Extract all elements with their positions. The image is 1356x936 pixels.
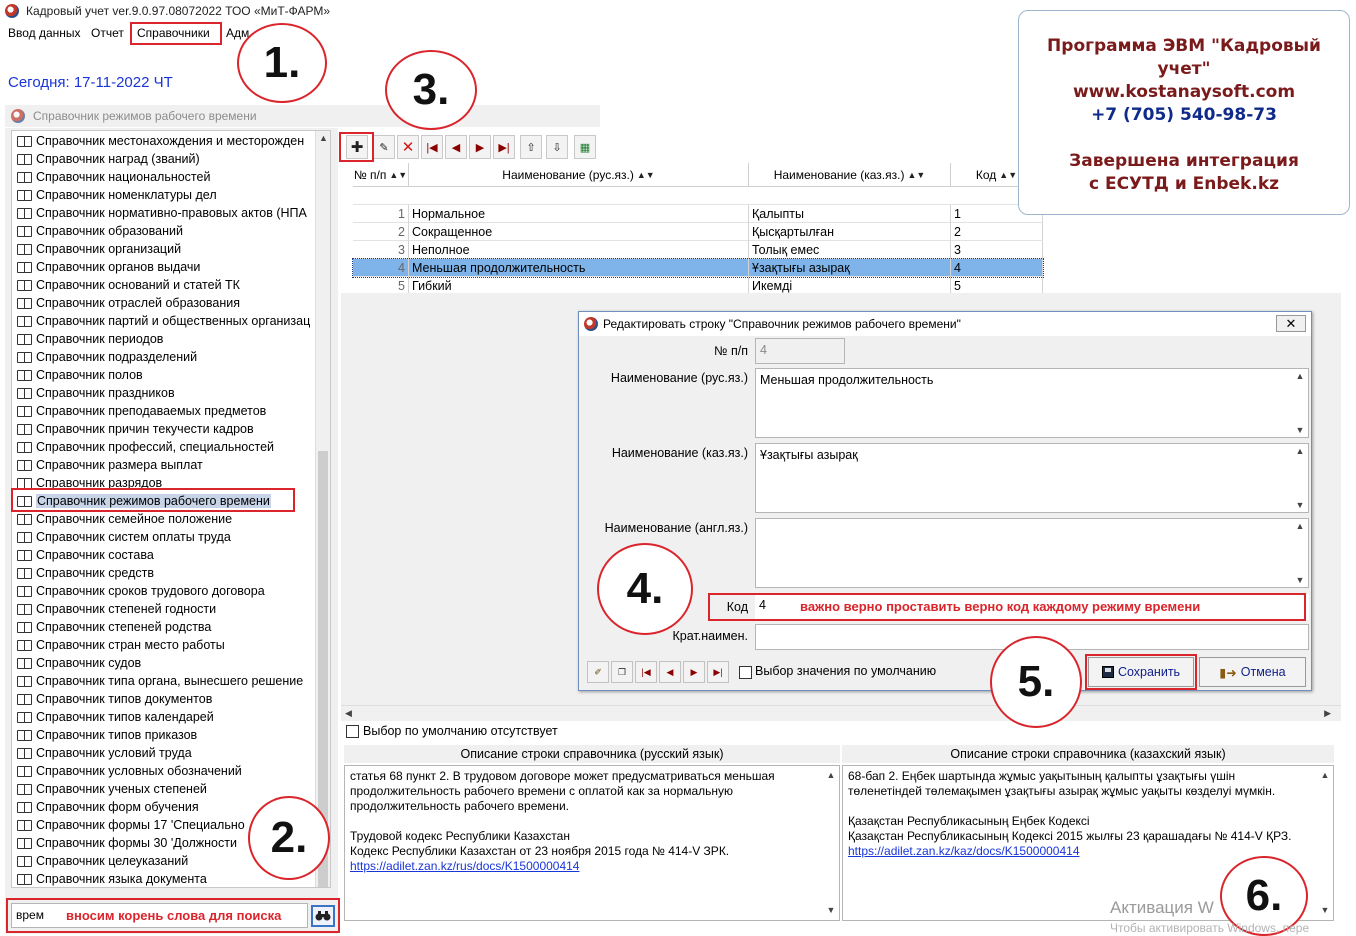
last-record-button[interactable] bbox=[493, 135, 515, 159]
cancel-button[interactable] bbox=[1199, 657, 1306, 687]
highlight-add-button bbox=[339, 132, 374, 162]
reference-list-item[interactable] bbox=[14, 564, 314, 582]
reference-list-item[interactable] bbox=[14, 582, 314, 600]
reference-list-item[interactable] bbox=[14, 600, 314, 618]
broom-icon: ✐ bbox=[594, 666, 602, 677]
book-icon bbox=[17, 460, 31, 470]
search-hint-note: вносим корень слова для поиска bbox=[66, 908, 282, 923]
reference-list-item[interactable] bbox=[14, 222, 314, 240]
col-header-name-ru[interactable] bbox=[409, 163, 749, 187]
highlight-selected-reference bbox=[11, 488, 295, 512]
cell-name-kz: Икемді bbox=[749, 277, 951, 295]
reference-list-item[interactable] bbox=[14, 168, 314, 186]
description-scrollbar[interactable]: ▲ ▼ bbox=[1320, 770, 1330, 915]
label-short-name: Крат.наимен. bbox=[672, 629, 748, 643]
reference-list-item[interactable] bbox=[14, 744, 314, 762]
book-icon bbox=[17, 676, 31, 686]
reference-list-item-label: Справочник состава bbox=[36, 548, 154, 562]
reference-list-item[interactable] bbox=[14, 384, 314, 402]
dialog-next-button[interactable] bbox=[683, 661, 705, 683]
book-icon bbox=[17, 172, 31, 182]
code-note: важно верно проставить верно код каждому режиму времени bbox=[800, 599, 1201, 614]
book-icon bbox=[17, 316, 31, 326]
reference-list-item[interactable] bbox=[14, 510, 314, 528]
book-icon bbox=[17, 280, 31, 290]
last-icon: ▶| bbox=[713, 666, 723, 677]
book-icon bbox=[17, 586, 31, 596]
reference-list-item[interactable] bbox=[14, 762, 314, 780]
excel-icon: ▦ bbox=[579, 141, 591, 154]
reference-list-item-label: Справочник оснований и статей ТК bbox=[36, 278, 240, 292]
reference-list-item[interactable] bbox=[14, 420, 314, 438]
reference-window-logo-icon bbox=[11, 109, 25, 123]
reference-list-item-label: Справочник судов bbox=[36, 656, 142, 670]
reference-list-item-label: Справочник размера выплат bbox=[36, 458, 203, 472]
first-icon: |◀ bbox=[426, 141, 438, 154]
description-line: Кодекс Республики Казахстан от 23 ноября 2015 года № 414-V ЗРК. bbox=[350, 844, 730, 858]
label-code: Код bbox=[726, 600, 748, 614]
book-icon bbox=[17, 748, 31, 758]
delete-row-button[interactable] bbox=[397, 135, 419, 159]
book-icon bbox=[17, 154, 31, 164]
cell-code: 3 bbox=[951, 241, 1043, 259]
grid-filter-row bbox=[353, 187, 1043, 205]
description-ru-header: Описание строки справочника (русский язык) bbox=[344, 745, 840, 763]
reference-list-item-label: Справочник полов bbox=[36, 368, 143, 382]
description-line: Қазақстан Республикасының Еңбек Кодексі bbox=[848, 814, 1090, 828]
reference-list-item-label: Справочник условных обозначений bbox=[36, 764, 242, 778]
reference-list-item[interactable] bbox=[14, 366, 314, 384]
dialog-title: Редактировать строку "Справочник режимов рабочего времени" bbox=[579, 312, 1311, 336]
reference-list-item-label: Справочник типов приказов bbox=[36, 728, 198, 742]
sort-icon: ▲▼ bbox=[389, 170, 408, 180]
today-label: Сегодня: 17-11-2022 ЧТ bbox=[8, 74, 173, 91]
close-icon: ✕ bbox=[1285, 315, 1297, 331]
reference-list-item[interactable] bbox=[14, 132, 314, 150]
book-icon bbox=[17, 514, 31, 524]
cell-code: 2 bbox=[951, 223, 1043, 241]
reference-list-item-label: Справочник образований bbox=[36, 224, 183, 238]
reference-list-item-label: Справочник типов документов bbox=[36, 692, 213, 706]
move-down-button[interactable] bbox=[546, 135, 568, 159]
book-icon bbox=[17, 640, 31, 650]
cell-name-kz: Қалыпты bbox=[749, 205, 951, 223]
col-header-name-kz[interactable] bbox=[749, 163, 951, 187]
book-icon bbox=[17, 802, 31, 812]
grid-horizontal-scrollbar[interactable] bbox=[341, 705, 1341, 721]
dialog-default-checkbox[interactable] bbox=[739, 666, 752, 679]
edit-row-button[interactable] bbox=[373, 135, 395, 159]
exit-door-icon: ▮➜ bbox=[1219, 665, 1237, 680]
reference-list-item-label: Справочник условий труда bbox=[36, 746, 192, 760]
col-header-code-label: Код bbox=[975, 168, 997, 182]
reference-list-item-label: Справочник средств bbox=[36, 566, 155, 580]
scroll-up-icon[interactable]: ▲ bbox=[319, 133, 328, 143]
menu-data-entry[interactable]: Ввод данных bbox=[8, 26, 81, 40]
step-2-marker: 2. bbox=[248, 796, 330, 880]
reference-list-item-label: Справочник формы 30 'Должности bbox=[36, 836, 237, 850]
prev-icon: ◀ bbox=[451, 141, 461, 154]
cell-name-ru: Меньшая продолжительность bbox=[409, 259, 749, 277]
reference-list-item-label: Справочник режимов рабочего времени bbox=[37, 494, 270, 508]
cell-name-ru: Сокращенное bbox=[409, 223, 749, 241]
promo-integration: Завершена интеграция bbox=[1069, 151, 1299, 171]
reference-list-item[interactable] bbox=[14, 312, 314, 330]
description-scrollbar[interactable]: ▲ ▼ bbox=[826, 770, 836, 915]
description-line: статья 68 пункт 2. В трудовом договоре может предусматриваться меньшая bbox=[350, 769, 775, 783]
table-row[interactable] bbox=[353, 205, 1043, 223]
reference-list-item-label: Справочник систем оплаты труда bbox=[36, 530, 231, 544]
reference-list-item[interactable] bbox=[14, 618, 314, 636]
dialog-last-button[interactable] bbox=[707, 661, 729, 683]
book-icon bbox=[17, 388, 31, 398]
reference-list-item-label: Справочник языка документа bbox=[36, 872, 207, 886]
promo-phone: +7 (705) 540-98-73 bbox=[1091, 105, 1277, 125]
field-name-kz[interactable] bbox=[755, 443, 1309, 513]
next-record-button[interactable] bbox=[469, 135, 491, 159]
promo-integration-targets: с ЕСУТД и Enbek.kz bbox=[1088, 174, 1280, 194]
dialog-copy-button[interactable] bbox=[611, 661, 633, 683]
sort-icon: ▲▼ bbox=[636, 170, 655, 180]
book-icon bbox=[17, 874, 31, 884]
book-icon bbox=[17, 298, 31, 308]
book-icon bbox=[17, 226, 31, 236]
records-grid bbox=[341, 163, 1043, 293]
reference-list-item-label: Справочник степеней годности bbox=[36, 602, 217, 616]
label-num: № п/п bbox=[714, 344, 748, 358]
cell-name-kz: Толық емес bbox=[749, 241, 951, 259]
cell-code: 1 bbox=[951, 205, 1043, 223]
reference-list-item-label: Справочник номенклатуры дел bbox=[36, 188, 217, 202]
scroll-right-icon[interactable]: ▶ bbox=[1324, 708, 1331, 718]
book-icon bbox=[17, 424, 31, 434]
reference-list-item-label: Справочник отраслей образования bbox=[36, 296, 240, 310]
reference-list-item[interactable] bbox=[14, 240, 314, 258]
dialog-clear-button[interactable] bbox=[587, 661, 609, 683]
highlight-menu-references bbox=[130, 22, 222, 45]
reference-list-item[interactable] bbox=[14, 204, 314, 222]
reference-list-item[interactable] bbox=[14, 330, 314, 348]
reference-list-item[interactable] bbox=[14, 654, 314, 672]
promo-spacer bbox=[1019, 127, 1349, 150]
reference-list-item[interactable] bbox=[14, 294, 314, 312]
sort-icon: ▲▼ bbox=[999, 170, 1018, 180]
reference-list-item[interactable] bbox=[14, 690, 314, 708]
reference-list-item-label: Справочник причин текучести кадров bbox=[36, 422, 254, 436]
field-scrollbar[interactable]: ▲ ▼ bbox=[1295, 446, 1305, 510]
promo-website: www.kostanaysoft.com bbox=[1072, 82, 1296, 102]
reference-list-item[interactable] bbox=[14, 258, 314, 276]
copy-icon: ❐ bbox=[617, 666, 627, 677]
reference-list-item-label: Справочник национальностей bbox=[36, 170, 211, 184]
search-value: врем bbox=[16, 908, 44, 922]
cell-name-ru: Неполное bbox=[409, 241, 749, 259]
windows-activation-hint: Чтобы активировать Windows, пере bbox=[1110, 921, 1310, 935]
reference-list-item-label: Справочник разрядов bbox=[36, 476, 163, 490]
window-title: Кадровый учет ver.9.0.97.08072022 ТОО «МиТ-ФАРМ» bbox=[26, 4, 331, 18]
save-button-label: Сохранить bbox=[1117, 665, 1181, 679]
highlight-code-field bbox=[708, 593, 1306, 621]
reference-list-item[interactable] bbox=[14, 528, 314, 546]
book-icon bbox=[17, 352, 31, 362]
field-name-en[interactable] bbox=[755, 518, 1309, 588]
table-row[interactable] bbox=[353, 241, 1043, 259]
plus-icon: ✚ bbox=[350, 139, 364, 156]
menu-report[interactable]: Отчет bbox=[91, 26, 124, 40]
windows-activation-watermark: Активация W bbox=[1110, 898, 1214, 917]
reference-list-item[interactable] bbox=[14, 708, 314, 726]
book-icon bbox=[17, 820, 31, 830]
description-link[interactable]: https://adilet.zan.kz/kaz/docs/K1500000414 bbox=[848, 844, 1080, 858]
step-1-marker: 1. bbox=[237, 23, 327, 103]
field-scrollbar[interactable]: ▲ ▼ bbox=[1295, 521, 1305, 585]
dialog-logo-icon bbox=[584, 317, 598, 331]
reference-list-item-label: Справочник формы 17 'Специально bbox=[36, 818, 245, 832]
scroll-left-icon[interactable]: ◀ bbox=[345, 708, 352, 718]
first-record-button[interactable] bbox=[421, 135, 443, 159]
reference-list-item[interactable] bbox=[14, 780, 314, 798]
cell-name-kz: Ұзақтығы азырақ bbox=[749, 259, 951, 277]
description-ru-text[interactable] bbox=[344, 765, 840, 921]
reference-list-item[interactable] bbox=[14, 456, 314, 474]
reference-list-item-label: Справочник стран место работы bbox=[36, 638, 225, 652]
edit-icon: ✎ bbox=[379, 141, 389, 154]
reference-list-item-label: Справочник организаций bbox=[36, 242, 182, 256]
col-header-name-kz-label: Наименование (каз.яз.) bbox=[773, 168, 905, 182]
book-icon bbox=[17, 370, 31, 380]
reference-list-item-label: Справочник целеуказаний bbox=[36, 854, 189, 868]
reference-list-item[interactable] bbox=[14, 672, 314, 690]
next-icon: ▶ bbox=[690, 666, 698, 677]
table-row[interactable] bbox=[353, 259, 1043, 277]
book-icon bbox=[17, 442, 31, 452]
book-icon bbox=[17, 406, 31, 416]
book-icon bbox=[17, 244, 31, 254]
field-name-ru[interactable] bbox=[755, 368, 1309, 438]
delete-icon: ✕ bbox=[401, 139, 415, 156]
field-scrollbar[interactable]: ▲ ▼ bbox=[1295, 371, 1305, 435]
cell-name-ru: Нормальное bbox=[409, 205, 749, 223]
book-icon bbox=[17, 550, 31, 560]
cell-code: 4 bbox=[951, 259, 1043, 277]
edit-row-dialog bbox=[578, 311, 1312, 691]
cell-name-ru: Гибкий bbox=[409, 277, 749, 295]
cell-code: 5 bbox=[951, 277, 1043, 295]
cancel-button-label: Отмена bbox=[1240, 665, 1286, 679]
field-name-kz-value: Ұзақтығы азырақ bbox=[760, 448, 858, 462]
field-code-value: 4 bbox=[759, 598, 766, 612]
reference-list-item-label: Справочник профессий, специальностей bbox=[36, 440, 275, 454]
book-icon bbox=[17, 334, 31, 344]
description-line bbox=[848, 799, 1313, 814]
reference-list-item-label: Справочник местонахождения и месторожден bbox=[36, 134, 305, 148]
reference-list-item[interactable] bbox=[14, 546, 314, 564]
default-checkbox[interactable] bbox=[346, 725, 359, 738]
cell-num: 4 bbox=[353, 259, 409, 277]
reference-list-item-label: Справочник преподаваемых предметов bbox=[36, 404, 267, 418]
reference-list-item[interactable] bbox=[14, 186, 314, 204]
prev-icon: ◀ bbox=[666, 666, 674, 677]
reference-list-item-label: Справочник семейное положение bbox=[36, 512, 233, 526]
export-excel-button[interactable] bbox=[574, 135, 596, 159]
reference-list-item-label: Справочник подразделений bbox=[36, 350, 198, 364]
next-icon: ▶ bbox=[475, 141, 485, 154]
book-icon bbox=[17, 532, 31, 542]
reference-list-item-label: Справочник типа органа, вынесшего решение bbox=[36, 674, 304, 688]
reference-list-item[interactable] bbox=[14, 636, 314, 654]
first-icon: |◀ bbox=[641, 666, 651, 677]
col-header-name-ru-label: Наименование (рус.яз.) bbox=[502, 168, 634, 182]
label-name-en: Наименование (англ.яз.) bbox=[604, 521, 748, 535]
prev-record-button[interactable] bbox=[445, 135, 467, 159]
highlight-search bbox=[6, 898, 340, 933]
default-checkbox-label: Выбор по умолчанию отсутствует bbox=[363, 724, 558, 738]
promo-box bbox=[1018, 10, 1350, 215]
cell-num: 2 bbox=[353, 223, 409, 241]
step-3-marker: 3. bbox=[385, 50, 477, 130]
cell-name-kz: Қысқартылған bbox=[749, 223, 951, 241]
book-icon bbox=[17, 190, 31, 200]
reference-window-title: Справочник режимов рабочего времени bbox=[5, 105, 600, 127]
reference-list-item-label: Справочник ученых степеней bbox=[36, 782, 207, 796]
dialog-prev-button[interactable] bbox=[659, 661, 681, 683]
field-name-ru-value: Меньшая продолжительность bbox=[760, 373, 934, 387]
last-icon: ▶| bbox=[498, 141, 510, 154]
move-down-icon: ⇩ bbox=[552, 141, 562, 154]
step-5-marker: 5. bbox=[990, 636, 1082, 728]
book-icon bbox=[17, 838, 31, 848]
book-icon bbox=[17, 136, 31, 146]
step-4-marker: 4. bbox=[597, 543, 693, 635]
reference-list-item-label: Справочник сроков трудового договора bbox=[36, 584, 265, 598]
cell-num: 3 bbox=[353, 241, 409, 259]
reference-list-item[interactable] bbox=[14, 150, 314, 168]
dialog-first-button[interactable] bbox=[635, 661, 657, 683]
description-line: продолжительность рабочего времени с оплатой как за нормальную bbox=[350, 784, 734, 798]
highlight-save-button bbox=[1085, 654, 1197, 690]
book-icon bbox=[17, 856, 31, 866]
reference-list-item-label: Справочник периодов bbox=[36, 332, 164, 346]
menu-references[interactable]: Справочники bbox=[137, 26, 210, 40]
book-icon bbox=[17, 658, 31, 668]
reference-list-item-label: Справочник партий и общественных организац bbox=[36, 314, 311, 328]
description-link[interactable]: https://adilet.zan.kz/rus/docs/K1500000414 bbox=[350, 859, 580, 873]
col-header-num[interactable] bbox=[353, 163, 409, 187]
description-line: Қазақстан Республикасының Кодексі 2015 жылғы 23 қарашадағы № 414-V ҚРЗ. bbox=[848, 829, 1292, 843]
cell-num: 5 bbox=[353, 277, 409, 295]
reference-list-item-label: Справочник степеней родства bbox=[36, 620, 212, 634]
description-line: төленетіндей төлемақымен ұзақтығы азырақ жұмыс уақыты көзделуі мүмкін. bbox=[848, 784, 1276, 798]
book-icon bbox=[17, 478, 31, 488]
book-icon bbox=[17, 784, 31, 794]
reference-list-item[interactable] bbox=[14, 348, 314, 366]
book-icon bbox=[17, 766, 31, 776]
description-kz-header: Описание строки справочника (казахский язык) bbox=[842, 745, 1334, 763]
reference-list-scrollbar[interactable] bbox=[315, 131, 330, 887]
dialog-default-checkbox-label: Выбор значения по умолчанию bbox=[755, 664, 937, 678]
book-icon bbox=[17, 208, 31, 218]
book-icon bbox=[17, 262, 31, 272]
reference-list-item[interactable] bbox=[14, 402, 314, 420]
book-icon bbox=[17, 712, 31, 722]
book-icon bbox=[17, 604, 31, 614]
col-header-num-label: № п/п bbox=[353, 168, 387, 182]
description-line: Трудовой кодекс Республики Казахстан bbox=[350, 829, 570, 843]
move-up-icon: ⇧ bbox=[526, 141, 536, 154]
dialog-close-button[interactable] bbox=[1276, 315, 1306, 332]
reference-list-item-label: Справочник типов календарей bbox=[36, 710, 214, 724]
description-line: 68-бап 2. Еңбек шартында жұмыс уақытының қалыпты ұзақтығы үшін bbox=[848, 769, 1236, 783]
reference-list-item-label: Справочник нормативно-правовых актов (НПА bbox=[36, 206, 307, 220]
book-icon bbox=[17, 730, 31, 740]
book-icon bbox=[17, 622, 31, 632]
description-line: продолжительность рабочего времени. bbox=[350, 799, 569, 813]
field-num: 4 bbox=[755, 338, 845, 364]
table-row[interactable] bbox=[353, 223, 1043, 241]
reference-list-item-label: Справочник наград (званий) bbox=[36, 152, 200, 166]
label-name-ru: Наименование (рус.яз.) bbox=[610, 371, 748, 385]
step-6-marker: 6. bbox=[1220, 856, 1308, 936]
reference-list-item[interactable] bbox=[14, 438, 314, 456]
reference-list-item[interactable] bbox=[14, 276, 314, 294]
reference-list-item-label: Справочник праздников bbox=[36, 386, 175, 400]
menu-admin[interactable]: Адм bbox=[226, 26, 250, 40]
move-up-button[interactable] bbox=[520, 135, 542, 159]
book-icon bbox=[17, 694, 31, 704]
promo-program-name: Программа ЭВМ "Кадровый учет" bbox=[1047, 36, 1321, 79]
book-icon bbox=[17, 568, 31, 578]
sort-icon: ▲▼ bbox=[907, 170, 926, 180]
cell-num: 1 bbox=[353, 205, 409, 223]
reference-list-item[interactable] bbox=[14, 726, 314, 744]
description-line bbox=[350, 814, 819, 829]
reference-list-item-label: Справочник форм обучения bbox=[36, 800, 199, 814]
reference-list-item-label: Справочник органов выдачи bbox=[36, 260, 201, 274]
label-name-kz: Наименование (каз.яз.) bbox=[611, 446, 748, 460]
